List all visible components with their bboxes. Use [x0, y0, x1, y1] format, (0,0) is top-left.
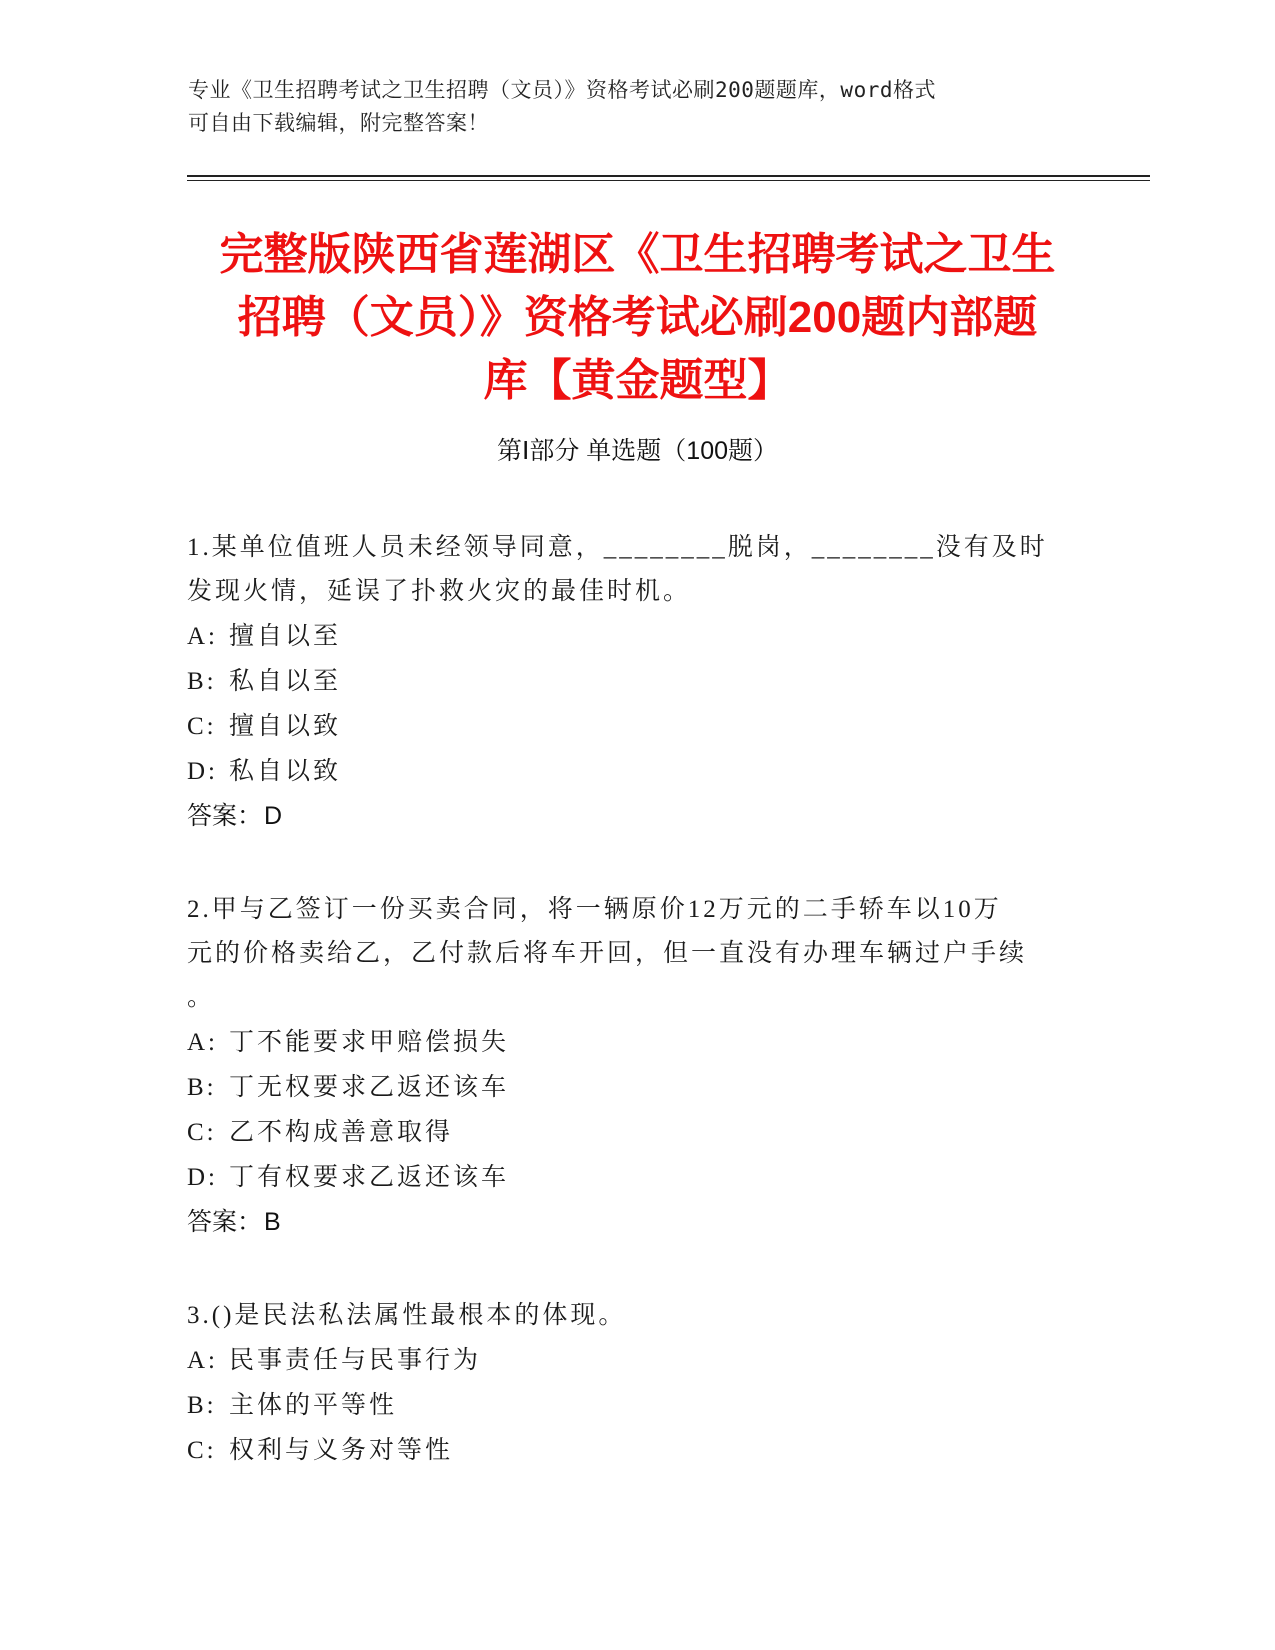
option-letter: B:	[187, 1074, 217, 1101]
option-d	[187, 1155, 1067, 1200]
option-text: 乙不构成善意取得	[229, 1119, 454, 1146]
question-stem-line: 3.()是民法私法属性最根本的体现。	[187, 1302, 627, 1329]
answer-label: 答案：	[187, 802, 263, 830]
option-text: 私自以致	[229, 758, 342, 785]
option-text: 丁不能要求甲赔偿损失	[229, 1029, 510, 1056]
answer-line	[187, 1200, 1067, 1245]
question-stem	[187, 888, 1067, 1020]
question-list	[187, 526, 1067, 1522]
option-letter: A:	[187, 1029, 218, 1056]
option-text: 擅自以致	[229, 713, 342, 740]
document-title-line: 招聘（文员）》资格考试必刷200题内部题	[237, 293, 1038, 342]
header-divider-thin	[187, 180, 1150, 181]
question-stem-line: 发现火情，延误了扑救火灾的最佳时机。	[187, 578, 692, 605]
answer-value: D	[264, 802, 283, 830]
question-stem-line: 元的价格卖给乙，乙付款后将车开回，但一直没有办理车辆过户手续	[187, 940, 1028, 967]
answer-line	[187, 794, 1067, 839]
document-title-line: 库【黄金题型】	[483, 356, 792, 405]
option-text: 丁有权要求乙返还该车	[229, 1164, 510, 1191]
option-letter: A:	[187, 623, 218, 650]
option-letter: A:	[187, 1347, 218, 1374]
option-letter: C:	[187, 1119, 217, 1146]
question-stem	[187, 526, 1067, 614]
question-stem	[187, 1294, 1067, 1338]
document-title	[150, 223, 1125, 412]
option-text: 权利与义务对等性	[229, 1437, 454, 1464]
option-d	[187, 749, 1067, 794]
option-a	[187, 1338, 1067, 1383]
option-letter: C:	[187, 713, 217, 740]
question-item	[187, 1294, 1067, 1473]
option-b	[187, 1383, 1067, 1428]
answer-value: B	[264, 1208, 281, 1236]
section-title: 第Ⅰ部分 单选题（100题）	[496, 437, 779, 465]
option-letter: B:	[187, 668, 217, 695]
option-b	[187, 1065, 1067, 1110]
question-stem-line: 。	[187, 984, 216, 1011]
question-item	[187, 526, 1067, 839]
header-divider-thick	[187, 175, 1150, 177]
option-a	[187, 614, 1067, 659]
option-text: 私自以至	[229, 668, 342, 695]
answer-label: 答案：	[187, 1208, 263, 1236]
option-letter: B:	[187, 1392, 217, 1419]
question-stem-line: 1.某单位值班人员未经领导同意，________脱岗，________没有及时	[187, 534, 1048, 561]
document-title-line: 完整版陕西省莲湖区《卫生招聘考试之卫生	[219, 230, 1056, 279]
option-c	[187, 1110, 1067, 1155]
option-c	[187, 704, 1067, 749]
header-note	[188, 74, 1068, 140]
question-item	[187, 888, 1067, 1245]
option-letter: D:	[187, 758, 218, 785]
option-b	[187, 659, 1067, 704]
option-letter: D:	[187, 1164, 218, 1191]
header-note-line: 专业《卫生招聘考试之卫生招聘（文员）》资格考试必刷200题题库，word格式	[188, 78, 936, 102]
option-text: 民事责任与民事行为	[229, 1347, 482, 1374]
option-text: 主体的平等性	[229, 1392, 398, 1419]
option-text: 擅自以至	[229, 623, 342, 650]
option-a	[187, 1020, 1067, 1065]
option-c	[187, 1428, 1067, 1473]
option-letter: C:	[187, 1437, 217, 1464]
option-text: 丁无权要求乙返还该车	[229, 1074, 510, 1101]
question-stem-line: 2.甲与乙签订一份买卖合同，将一辆原价12万元的二手轿车以10万	[187, 896, 1002, 923]
header-note-line: 可自由下载编辑，附完整答案！	[188, 111, 489, 135]
